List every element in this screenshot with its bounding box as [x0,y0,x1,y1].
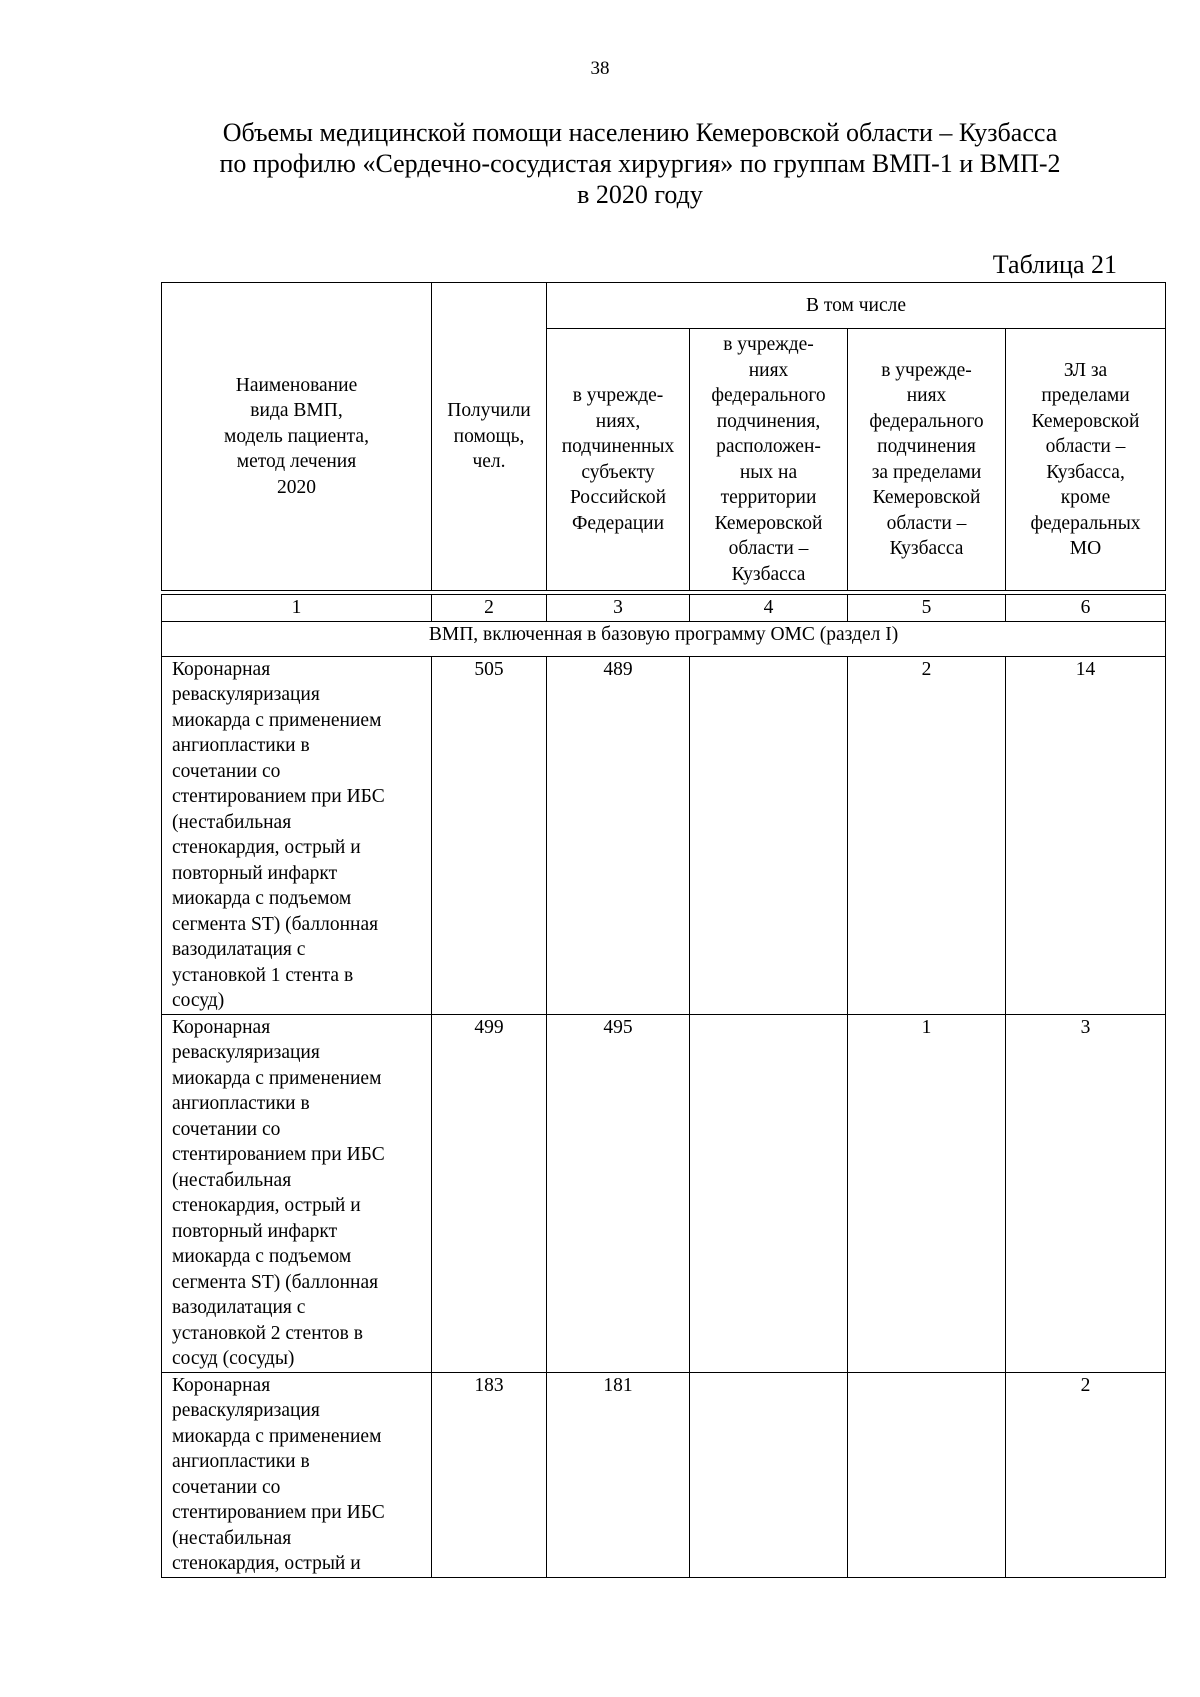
text-line: повторный инфаркт [172,862,338,884]
text-line: Наименование [235,374,358,396]
cell-received: 505 [432,656,547,1014]
text-line: ангиопластики в [172,1451,310,1472]
text-line: пределами [1041,385,1130,406]
text-line: сосуд) [172,990,225,1011]
header-col-federal-in [690,329,848,591]
text-line: миокарда с подъемом [172,888,352,909]
text-line: вазодилатация с [172,939,306,960]
cell-federal-in [690,1372,848,1577]
text-line: Получили [447,400,531,422]
column-number: 1 [162,595,432,622]
cell-outside: 3 [1006,1014,1166,1372]
text-line: миокарда с применением [172,709,382,731]
cell-federal-in [690,656,848,1014]
text-line: Российской [569,487,667,508]
text-line: Кемеровской [714,512,823,534]
text-line: модель пациента, [224,425,369,447]
text-line: реваскуляризация [172,684,320,705]
text-line: подчинения, [716,410,821,432]
row-name [162,1372,432,1577]
text-line: федерального [869,410,984,432]
text-line: Кемеровской [1031,410,1140,432]
cell-outside: 2 [1006,1372,1166,1577]
header-group: В том числе [547,283,1166,329]
row-name [162,656,432,1014]
text-line: стенокардия, острый и [172,1553,361,1574]
cell-subject: 489 [547,656,690,1014]
text-line: стентированием при ИБС [172,786,385,807]
text-line: расположен- [716,436,821,457]
text-line: вазодилатация с [172,1297,306,1318]
section-title: ВМП, включенная в базовую программу ОМС (раздел I) [162,621,1166,656]
text-line: (нестабильная [172,811,292,833]
text-line: ЗЛ за [1063,359,1108,381]
text-line: кроме [1060,487,1111,508]
cell-outside: 14 [1006,656,1166,1014]
text-line: (нестабильная [172,1169,292,1191]
data-table [161,282,1166,1578]
text-line: в учрежде- [881,359,972,381]
table-label: Таблица 21 [992,250,1117,279]
table-row [162,1014,1166,1372]
text-line: федеральных [1030,512,1141,534]
text-line: стенокардия, острый и [172,837,361,858]
text-line: Кемеровской [872,487,981,508]
column-number-row [162,595,1166,622]
cell-subject: 181 [547,1372,690,1577]
column-number: 6 [1006,595,1166,622]
column-number: 2 [432,595,547,622]
text-line: сочетании со [172,1118,281,1140]
text-line: сочетании со [172,1476,281,1498]
header-col-subject [547,329,690,591]
text-line: сосуд (сосуды) [172,1348,295,1369]
page-number: 38 [590,58,610,79]
text-line: реваскуляризация [172,1042,320,1063]
text-line: Коронарная [172,1374,271,1396]
text-line: 2020 [277,476,316,498]
text-line: области – [886,512,967,534]
header-col-outside [1006,329,1166,591]
text-line: помощь, [453,425,525,447]
text-line: повторный инфаркт [172,1220,338,1242]
column-number: 5 [848,595,1006,622]
text-line: подчинения [877,436,976,457]
title-line: Объемы медицинской помощи населению Кемеровской области – Кузбасса [222,118,1058,147]
text-line: ных на [739,461,798,483]
text-line: территории [720,487,817,508]
text-line: субъекту [581,461,655,483]
header-col-federal-out [848,329,1006,591]
text-line: ниях, [595,410,641,432]
column-number: 3 [547,595,690,622]
header-col-name [162,283,432,591]
cell-federal-in [690,1014,848,1372]
text-line: МО [1069,538,1102,559]
text-line: стенокардия, острый и [172,1195,361,1216]
text-line: федерального [711,385,826,406]
title-line: в 2020 году [577,180,703,209]
table-row [162,656,1166,1014]
text-line: ангиопластики в [172,735,310,756]
cell-received: 183 [432,1372,547,1577]
row-name [162,1014,432,1372]
text-line: миокарда с подъемом [172,1246,352,1267]
text-line: миокарда с применением [172,1425,382,1447]
text-line: Коронарная [172,658,271,680]
text-line: реваскуляризация [172,1400,320,1421]
cell-federal-out: 1 [848,1014,1006,1372]
text-line: за пределами [871,461,982,483]
text-line: ангиопластики в [172,1093,310,1114]
text-line: сегмента ST) (баллонная [172,1271,379,1293]
cell-received: 499 [432,1014,547,1372]
text-line: установкой 1 стента в [172,964,354,986]
text-line: Коронарная [172,1016,271,1038]
text-line: Кузбасса, [1046,461,1125,483]
text-line: Федерации [571,512,665,534]
text-line: метод лечения [236,451,357,473]
text-line: Кузбасса [889,538,964,559]
text-line: ниях [906,385,947,406]
text-line: сочетании со [172,760,281,782]
text-line: стентированием при ИБС [172,1502,385,1523]
document-title [160,117,1120,210]
header-col-received [432,283,547,591]
text-line: области – [1045,436,1126,457]
text-line: стентированием при ИБС [172,1144,385,1165]
text-line: ниях [748,359,789,381]
text-line: в учрежде- [723,334,814,355]
text-line: в учрежде- [572,385,664,406]
text-line: (нестабильная [172,1527,292,1549]
text-line: вида ВМП, [250,400,343,422]
text-line: установкой 2 стентов в [172,1322,363,1344]
text-line: сегмента ST) (баллонная [172,913,379,935]
text-line: чел. [472,451,506,473]
text-line: подчиненных [561,436,675,457]
text-line: миокарда с применением [172,1067,382,1089]
cell-federal-out [848,1372,1006,1577]
text-line: Кузбасса [731,563,806,585]
cell-federal-out: 2 [848,656,1006,1014]
title-line: по профилю «Сердечно-сосудистая хирургия» по группам ВМП-1 и ВМП-2 [219,149,1061,178]
text-line: области – [728,538,809,559]
cell-subject: 495 [547,1014,690,1372]
table-row [162,1372,1166,1577]
column-number: 4 [690,595,848,622]
